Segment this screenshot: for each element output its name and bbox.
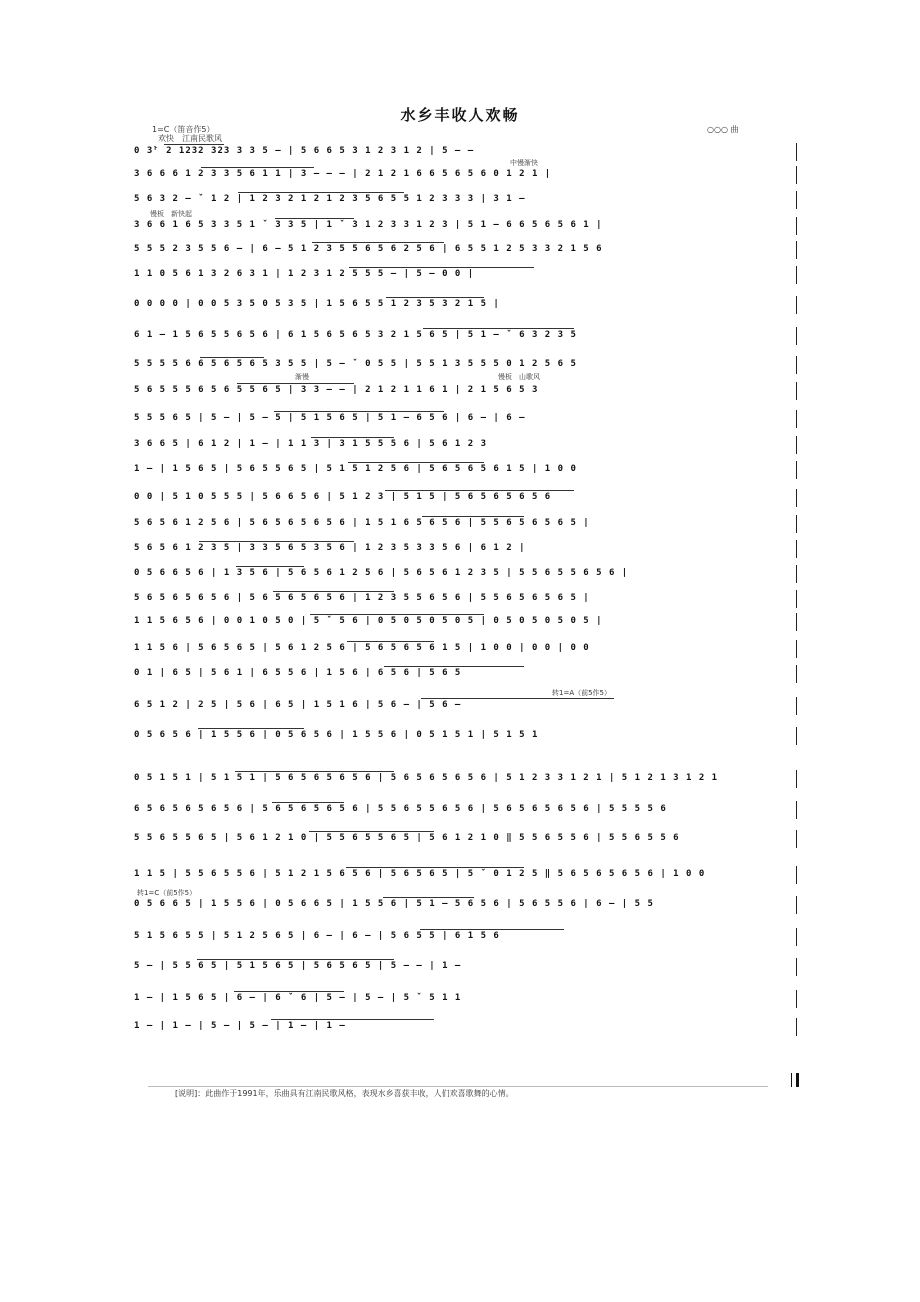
slur-line (312, 242, 444, 243)
slur-line (271, 1019, 434, 1020)
score-row (134, 770, 798, 790)
score-row (134, 166, 798, 186)
slur-line (346, 867, 524, 868)
footnote-rule (148, 1086, 768, 1087)
row-end-barline (796, 191, 797, 209)
final-barline (791, 1073, 799, 1087)
notation-text: 6 5 6 5 6 5 6 5 6 | 5 6 5 6 5 6 5 6 | 5 5 6 5 5 6 5 6 | 5 6 5 6 5 6 5 6 | 5 5 5 5 6 (134, 804, 667, 814)
score-row (134, 410, 798, 430)
notation-text: 5 6 5 5 5 6 5 6 5 5 6 5 | 3 3 ‒ ‒ | 2 1 2 1 1 6 1 | 2 1 5 6 5 3 (134, 385, 539, 395)
slur-line (383, 897, 474, 898)
slur-line (423, 328, 574, 329)
notation-text: 5 5 5 2 3 5 5 6 ‒ | 6 ‒ 5 1 2 3 5 5 6 5 6 2 5 6 | 6 5 5 1 2 5 3 3 2 1 5 6 (134, 244, 603, 254)
notation-text: 5 6 5 6 1 2 5 6 | 5 6 5 6 5 6 5 6 | 1 5 1 6 5 6 5 6 | 5 5 6 5 6 5 6 5 | (134, 518, 590, 528)
notation-text: 6 5 1 2 | 2 5 | 5 6 | 6 5 | 1 5 1 6 | 5 6 ‒ | 5 6 ‒ (134, 700, 462, 710)
score-row (134, 665, 798, 685)
row-end-barline (796, 990, 797, 1008)
slur-line (311, 437, 394, 438)
score-row (134, 327, 798, 347)
score-row (134, 296, 798, 316)
score-row (134, 896, 798, 916)
slur-line (386, 297, 484, 298)
slur-line (347, 641, 434, 642)
row-end-barline (796, 410, 797, 428)
row-end-barline (796, 1018, 797, 1036)
slur-line (164, 144, 224, 145)
notation-text: 1 ‒ | 1 ‒ | 5 ‒ | 5 ‒ | 1 ‒ | 1 ‒ (134, 1021, 346, 1031)
row-end-barline (796, 896, 797, 914)
notation-text: 3 6 6 5 | 6 1 2 | 1 ‒ | 1 1 3 | 3 1 5 5 5 6 | 5 6 1 2 3 (134, 439, 488, 449)
section-label-e: 慢板 山歌风 (498, 373, 540, 381)
tempo-marking: 欢快 江南民歌风 (158, 134, 222, 143)
key-signature: 1=C（笛音作5） (152, 125, 215, 134)
composer-credit: ○○○ 曲 (707, 125, 739, 134)
row-end-barline (796, 217, 797, 235)
row-end-barline (796, 296, 797, 314)
row-end-barline (796, 266, 797, 284)
notation-text: 5 6 5 6 5 6 5 6 | 5 6 5 6 5 6 5 6 | 1 2 3 5 5 6 5 6 | 5 5 6 5 6 5 6 5 | (134, 593, 590, 603)
score-row (134, 143, 798, 163)
slur-line (348, 462, 484, 463)
slur-line (200, 357, 264, 358)
slur-line (274, 411, 444, 412)
row-end-barline (796, 590, 797, 608)
row-end-barline (796, 241, 797, 259)
score-row (134, 461, 798, 481)
notation-text: 1 1 5 6 5 6 | 0 0 1 0 5 0 | 5 ˇ 5 6 | 0 5 0 5 0 5 0 5 | 0 5 0 5 0 5 0 5 | (134, 616, 603, 626)
row-end-barline (796, 640, 797, 658)
notation-text: 0 5 6 6 5 6 | 1 3 5 6 | 5 6 5 6 1 2 5 6 | 5 6 5 6 1 2 3 5 | 5 5 6 5 5 6 5 6 | (134, 568, 629, 578)
slur-line (201, 167, 314, 168)
row-end-barline (796, 166, 797, 184)
section-label-a: 中慢渐快 (510, 159, 538, 167)
score-row (134, 266, 798, 286)
notation-text: 0 3̇ʳ 2 1232 323 3 3 5 ‒ | 5 6 6 5 3 1 2 3 1 2 | 5 ‒ ‒ (134, 146, 475, 156)
score-row (134, 928, 798, 948)
score-row (134, 590, 798, 610)
slur-line (420, 929, 564, 930)
row-end-barline (796, 565, 797, 583)
slur-line (236, 566, 304, 567)
score-row (134, 613, 798, 633)
row-end-barline (796, 327, 797, 345)
notation-text: 5 6 5 6 1 2 3 5 | 3 3 5 6 5 3 5 6 | 1 2 3 5 3 3 5 6 | 6 1 2 | (134, 543, 526, 553)
row-end-barline (796, 770, 797, 788)
score-row (134, 1018, 798, 1038)
footnote: [说明]：此曲作于1991年，乐曲具有江南民歌风格，表现水乡喜获丰收，人们欢喜歌舞的心情。 (175, 1089, 514, 1098)
score-row (134, 727, 798, 747)
notation-text: 3 6 6 1 6 5 3 3 5 1 ˇ 3 3 5 | 1 ˇ 3 1 2 3 3 1 2 3 | 5 1 ‒ 6 6 5 6 5 6 1 | (134, 220, 603, 230)
notation-text: 5 5 5 6 5 | 5 ‒ | 5 ‒ 5 | 5 1 5 6 5 | 5 1 ‒ 6 5 6 | 6 ‒ | 6 ‒ (134, 413, 526, 423)
slur-line (273, 591, 394, 592)
score-row (134, 830, 798, 850)
notation-text: 0 5 6 6 5 | 1 5 5 6 | 0 5 6 6 5 | 1 5 5 6 | 5 1 ‒ 5 6 5 6 | 5 6 5 5 6 | 6 ‒ | 5 5 (134, 899, 654, 909)
score-row (134, 990, 798, 1010)
notation-text: 1 ‒ | 1 5 6 5 | 6 ‒ | 6 ˇ 6 | 5 ‒ | 5 ‒ | 5 ˇ 5 1 1 (134, 993, 462, 1003)
notation-text: 5 5 6 5 5 6 5 | 5 6 1 2 1 0 | 5 5 6 5 5 6 5 | 5 6 1 2 1 0 ‖ 5 5 6 5 5 6 | 5 5 6 5 5 6 (134, 833, 680, 843)
notation-text: 1 1 5 6 | 5 6 5 6 5 | 5 6 1 2 5 6 | 5 6 5 6 5 6 1 5 | 1 0 0 | 0 0 | 0 0 (134, 643, 590, 653)
slur-line (198, 728, 304, 729)
slur-line (197, 959, 394, 960)
notation-text: 0 0 | 5 1 0 5 5 5 | 5 6 6 5 6 | 5 1 2 3 | 5 1 5 | 5 6 5 6 5 6 5 6 (134, 492, 552, 502)
row-end-barline (796, 143, 797, 161)
slur-line (421, 698, 614, 699)
notation-text: 0 5 1 5 1 | 5 1 5 1 | 5 6 5 6 5 6 5 6 | 5 6 5 6 5 6 5 6 | 5 1 2 3 3 1 2 1 | 5 1 2 1 3 1 2 1 (134, 773, 719, 783)
slur-line (235, 771, 394, 772)
slur-line (238, 192, 404, 193)
score-row (134, 958, 798, 978)
notation-text: 0 5 6 5 6 | 1 5 5 6 | 0 5 6 5 6 | 1 5 5 6 | 0 5 1 5 1 | 5 1 5 1 (134, 730, 539, 740)
notation-text: 5 ‒ | 5 5 6 5 | 5 1 5 6 5 | 5 6 5 6 5 | 5 ‒ ‒ | 1 ‒ (134, 961, 462, 971)
row-end-barline (796, 436, 797, 454)
notation-text: 3 6 6 6 1 2 3 3 5 6 1 1 | 3 ‒ ‒ ‒ | 2 1 2 1 6 6 5 6 5 6 0 1 2 1 | (134, 169, 552, 179)
notation-text: 5 1 5 6 5 5 | 5 1 2 5 6 5 | 6 ‒ | 6 ‒ | 5 6 5 5 | 6 1 5 6 (134, 931, 500, 941)
slur-line (349, 267, 534, 268)
row-end-barline (796, 697, 797, 715)
row-end-barline (796, 540, 797, 558)
slur-line (237, 383, 354, 384)
notation-text: 1 1 0 5 6 1 3 2 6 3 1 | 1 2 3 1 2 5 5 5 ‒ | 5 ‒ 0 0 | (134, 269, 475, 279)
row-end-barline (796, 489, 797, 507)
row-end-barline (796, 356, 797, 374)
score-row (134, 217, 798, 237)
score-row (134, 436, 798, 456)
notation-text: 5 6 3 2 ‒ ˇ 1 2 | 1 2 3 2 1 2 1 2 3 5 6 5 5 1 2 3 3 3 | 3 1 ‒ (134, 194, 526, 204)
row-end-barline (796, 613, 797, 631)
score-row (134, 866, 798, 886)
notation-text: 1 ‒ | 1 5 6 5 | 5 6 5 5 6 5 | 5 1 5 1 2 5 6 | 5 6 5 6 5 6 1 5 | 1 0 0 (134, 464, 577, 474)
score-row (134, 241, 798, 261)
section-label-d: 渐慢 (295, 373, 309, 381)
section-label-f: 转1=A（前5作5） (552, 689, 612, 697)
score-row (134, 697, 798, 717)
notation-text: 6 1 ‒ 1 5 6 5 5 6 5 6 | 6 1 5 6 5 6 5 3 2 1 5 6 5 | 5 1 ‒ ˇ 6 3 2 3 5 (134, 330, 577, 340)
score-row (134, 489, 798, 509)
slur-line (234, 991, 344, 992)
notation-text: 0 0 0 0 | 0 0 5 3 5 0 5 3 5 | 1 5 6 5 5 1 2 3 5 3 2 1 5 | (134, 299, 500, 309)
score-row (134, 565, 798, 585)
slur-line (275, 218, 354, 219)
score-row (134, 191, 798, 211)
row-end-barline (796, 928, 797, 946)
notation-text: 0 1 | 6 5 | 5 6 1 | 6 5 5 6 | 1 5 6 | 6 5 6 | 5 6 5 (134, 668, 462, 678)
page-title: 水乡丰收人欢畅 (400, 106, 520, 124)
slur-line (310, 614, 484, 615)
section-label-b: 慢板 新快起 (150, 210, 192, 218)
row-end-barline (796, 830, 797, 848)
row-end-barline (796, 958, 797, 976)
slur-line (422, 516, 524, 517)
row-end-barline (796, 727, 797, 745)
score-row (134, 540, 798, 560)
score-row (134, 801, 798, 821)
notation-text: 1 1 5 | 5 5 6 5 5 6 | 5 1 2 1 5 6 5 6 | 5 6 5 6 5 | 5 ˇ 0 1 2 5 ‖ 5 6 5 6 5 6 5 6 | 1 0 0 (134, 869, 706, 879)
slur-line (384, 666, 524, 667)
notation-text: 5 5 5 5 6 6 5 6 5 6 5 3 5 5 | 5 ‒ ˇ 0 5 5 | 5 5 1 3 5 5 5 0 1 2 5 6 5 (134, 359, 577, 369)
score-row (134, 356, 798, 376)
row-end-barline (796, 801, 797, 819)
row-end-barline (796, 461, 797, 479)
row-end-barline (796, 866, 797, 884)
section-label-g: 转1=C（前5作5） (137, 889, 197, 897)
slur-line (385, 490, 574, 491)
slur-line (309, 831, 434, 832)
score-row (134, 640, 798, 660)
slur-line (199, 541, 354, 542)
row-end-barline (796, 515, 797, 533)
score-row (134, 382, 798, 402)
score-row (134, 515, 798, 535)
slur-line (272, 802, 344, 803)
row-end-barline (796, 382, 797, 400)
row-end-barline (796, 665, 797, 683)
